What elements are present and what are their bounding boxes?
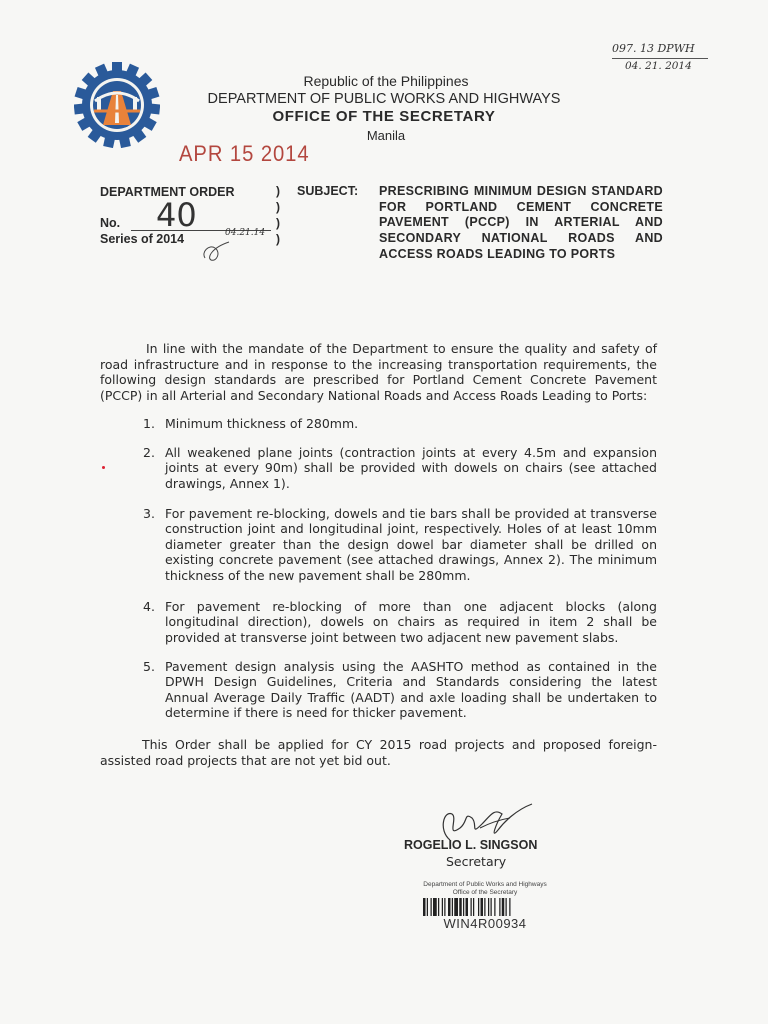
- list-item-number: 2.: [143, 445, 155, 460]
- list-item-text: All weakened plane joints (contraction joints at every 4.5m and expansion joints at every 90m) shall be provided with dowels on chairs (see attached drawings, Annex 1).: [165, 445, 657, 491]
- list-item-text: For pavement re-blocking of more than one adjacent blocks (along longitudinal direction), dowels on chairs as required in item 2 shall be provided at transverse joint between two adjacent new pavement slabs.: [165, 599, 657, 645]
- list-item: [143, 599, 657, 645]
- order-label: DEPARTMENT ORDER: [100, 185, 235, 199]
- barcode: [423, 898, 549, 916]
- list-item-number: 3.: [143, 506, 155, 521]
- list-item-text: Minimum thickness of 280mm.: [165, 416, 359, 431]
- date-stamp: APR 15 2014: [179, 141, 310, 166]
- bracket: ): [276, 216, 280, 230]
- bracket: ): [276, 200, 280, 214]
- list-item-text: For pavement re-blocking, dowels and tie bars shall be provided at transverse construction joint and longitudinal joint, respectively. Holes of at least 10mm diameter greater than the design dowel bar diameter shall be drilled on existing concrete pavement (see attached drawings, Annex 2). The minimum thickness of the new pavement shall be 280mm.: [165, 506, 657, 583]
- signatory-name: ROGELIO L. SINGSON: [404, 838, 538, 852]
- list-item-number: 5.: [143, 659, 155, 674]
- handwritten-reference-number: 097. 13 DPWH: [612, 42, 695, 55]
- order-number: 40: [156, 196, 197, 234]
- closing-paragraph: This Order shall be applied for CY 2015 road projects and proposed foreign-assisted road projects that are not yet bid out.: [100, 737, 657, 768]
- handwritten-initial-mark: [199, 238, 233, 268]
- bracket: ): [276, 232, 280, 246]
- header-republic: Republic of the Philippines: [303, 73, 469, 89]
- list-item: [143, 445, 657, 491]
- order-series: Series of 2014: [100, 232, 185, 246]
- subject-label: SUBJECT:: [297, 184, 359, 198]
- handwritten-underline: [612, 58, 708, 59]
- receipt-department: Department of Public Works and Highways: [423, 881, 547, 888]
- list-item: [143, 659, 657, 721]
- order-no-label: No.: [100, 216, 121, 230]
- handwritten-series-initial: 04.21.14: [225, 228, 266, 238]
- list-item-number: 4.: [143, 599, 155, 614]
- handwritten-reference-date: 04. 21. 2014: [625, 60, 692, 72]
- list-item: [143, 416, 657, 431]
- header-city: Manila: [366, 128, 406, 143]
- barcode-code: WIN4R00934: [443, 916, 527, 931]
- list-item-number: 1.: [143, 416, 155, 431]
- header-department: DEPARTMENT OF PUBLIC WORKS AND HIGHWAYS: [207, 91, 561, 107]
- margin-mark: [102, 466, 105, 469]
- list-item: [143, 506, 657, 583]
- list-item-text: Pavement design analysis using the AASHTO method as contained in the DPWH Design Guidelines, Criteria and Standards considering the latest Annual Average Daily Traffic (AADT) and axle loading shall be undertaken to determine if there is need for thicker pavement.: [165, 659, 657, 721]
- header-office: OFFICE OF THE SECRETARY: [272, 108, 496, 125]
- receipt-office: Office of the Secretary: [452, 889, 518, 896]
- subject-text: PRESCRIBING MINIMUM DESIGN STANDARD FOR PORTLAND CEMENT CONCRETE PAVEMENT (PCCP) IN ARTERIAL AND SECONDARY NATIONAL ROADS AND ACCESS ROADS LEADING TO PORTS: [379, 184, 663, 261]
- signatory-title: Secretary: [446, 854, 507, 869]
- intro-paragraph: In line with the mandate of the Department to ensure the quality and safety of road infrastructure and in response to the increasing transportation requirements, the following design standards are prescribed for Portland Cement Concrete Pavement (PCCP) in all Arterial and Secondary National Roads and Access Roads Leading to Ports:: [100, 341, 657, 403]
- bracket: ): [276, 184, 280, 198]
